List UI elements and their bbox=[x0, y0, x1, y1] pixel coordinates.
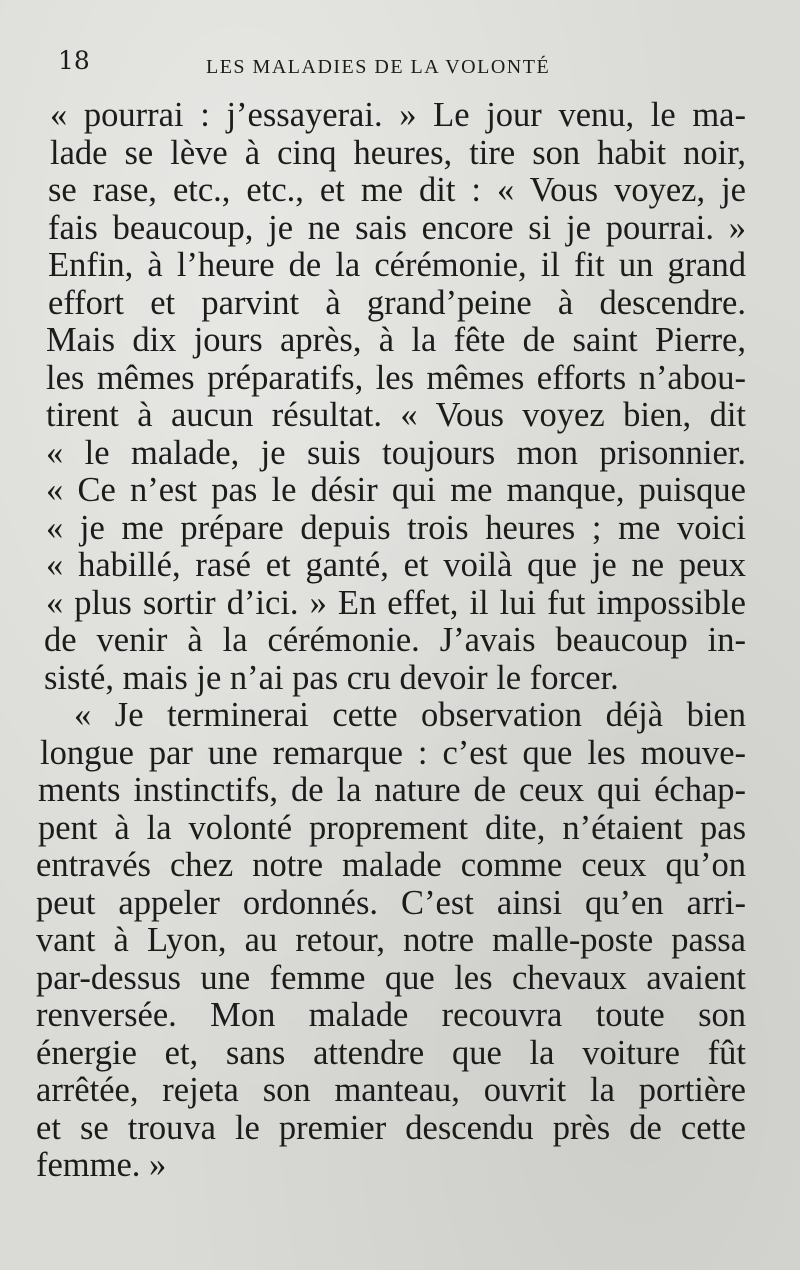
text-line: « Je terminerai cette observation déjà bien bbox=[74, 696, 746, 734]
page-header bbox=[58, 46, 748, 86]
text-line: femme. » bbox=[36, 1146, 167, 1184]
text-line: et se trouva le premier descendu près de cette bbox=[36, 1108, 746, 1147]
text-line: les mêmes préparatifs, les mêmes efforts n’abou- bbox=[46, 358, 746, 397]
body-text bbox=[36, 97, 746, 1185]
text-line: ments instinctifs, de la nature de ceux qui échap- bbox=[38, 771, 746, 809]
text-line: se rase, etc., etc., et me dit : « Vous voyez, je bbox=[48, 171, 746, 209]
text-line: longue par une remarque : c’est que les mouve- bbox=[40, 733, 746, 772]
page-number: 18 bbox=[58, 46, 90, 75]
text-line: sisté, mais je n’ai pas cru devoir le forcer. bbox=[44, 658, 619, 697]
text-line: vant à Lyon, au retour, notre malle-poste passa bbox=[36, 921, 746, 959]
text-line: Enfin, à l’heure de la cérémonie, il fit un grand bbox=[48, 246, 746, 284]
text-line: tirent à aucun résultat. « Vous voyez bien, dit bbox=[46, 396, 746, 434]
text-line: « je me prépare depuis trois heures ; me voici bbox=[46, 508, 746, 547]
text-line: « habillé, rasé et ganté, et voilà que je ne peux bbox=[46, 546, 746, 584]
text-line: Mais dix jours après, à la fête de saint Pierre, bbox=[46, 321, 746, 359]
text-line: arrêtée, rejeta son manteau, ouvrit la portière bbox=[36, 1071, 746, 1109]
text-line: « plus sortir d’ici. » En effet, il lui fut impossible bbox=[46, 583, 746, 622]
text-line: « pourrai : j’essayerai. » Le jour venu, le ma- bbox=[50, 96, 746, 134]
text-line: lade se lève à cinq heures, tire son habit noir, bbox=[50, 133, 746, 172]
text-line: de venir à la cérémonie. J’avais beaucoup in- bbox=[44, 621, 746, 659]
text-line: fais beaucoup, je ne sais encore si je pourrai. » bbox=[48, 208, 746, 247]
text-line: entravés chez notre malade comme ceux qu’on bbox=[36, 846, 746, 884]
text-line: pent à la volonté proprement dite, n’étaient pas bbox=[38, 808, 746, 847]
text-line: « Ce n’est pas le désir qui me manque, puisque bbox=[46, 471, 746, 509]
text-line: énergie et, sans attendre que la voiture fût bbox=[36, 1033, 746, 1072]
text-line: par-dessus une femme que les chevaux avaient bbox=[36, 958, 746, 997]
text-line: « le malade, je suis toujours mon prisonnier. bbox=[46, 433, 746, 472]
text-line: peut appeler ordonnés. C’est ainsi qu’en arri- bbox=[36, 883, 746, 922]
text-line: effort et parvint à grand’peine à descendre. bbox=[48, 283, 746, 322]
running-title: LES MALADIES DE LA VOLONTÉ bbox=[206, 56, 551, 78]
text-line: renversée. Mon malade recouvra toute son bbox=[36, 996, 746, 1034]
